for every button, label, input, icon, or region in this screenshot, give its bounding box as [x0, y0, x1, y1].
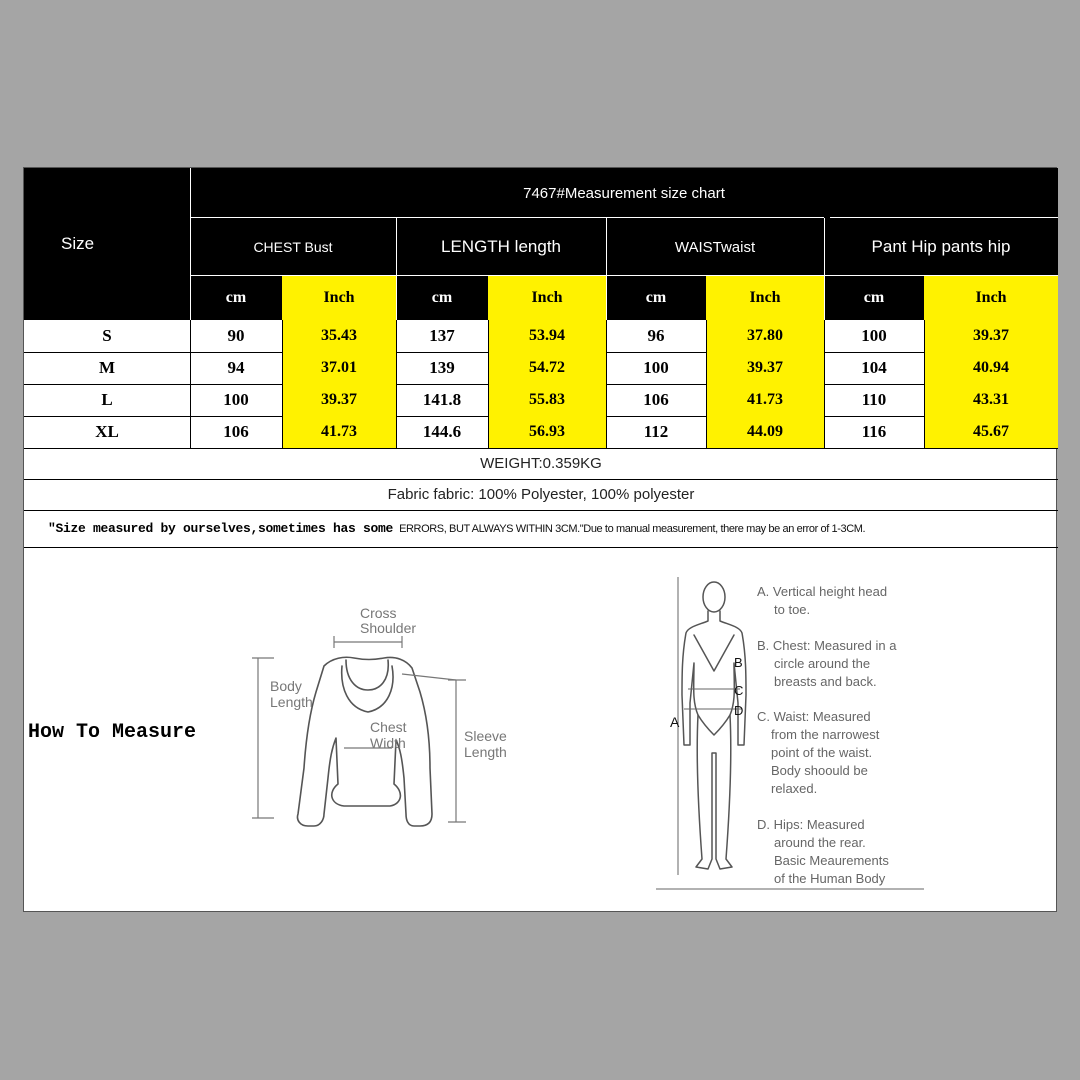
table-cell: 39.37 — [706, 352, 824, 384]
table-cell: 144.6 — [422, 422, 462, 441]
label-sleeve-length-1: Sleeve — [464, 728, 507, 744]
label-cross-shoulder-1: Cross — [360, 608, 397, 621]
figure-letter-b: B — [734, 655, 743, 670]
table-cell: 104 — [861, 358, 887, 377]
how-to-measure-label: How To Measure — [28, 721, 197, 744]
size-label: S — [102, 326, 112, 345]
table-cell: 54.72 — [488, 352, 606, 384]
chart-title: 7467#Measurement size chart — [190, 168, 1058, 218]
column-header-length: LENGTH length — [396, 218, 606, 276]
table-cell: 39.37 — [924, 320, 1058, 352]
garment-outline — [297, 657, 432, 826]
table-cell: 56.93 — [488, 416, 606, 448]
table-cell: 94 — [227, 358, 245, 377]
table-cell: 41.73 — [282, 416, 396, 448]
column-header-chest: CHEST Bust — [190, 218, 396, 276]
table-cell: 43.31 — [924, 384, 1058, 416]
size-label: L — [101, 390, 113, 409]
table-cell: 45.67 — [924, 416, 1058, 448]
figure-letter-c: C — [734, 683, 744, 698]
size-label: M — [98, 358, 116, 377]
figure-head — [703, 582, 725, 612]
unit-chest-inch: Inch — [282, 276, 396, 320]
table-cell: 110 — [861, 390, 887, 409]
table-cell: 37.01 — [282, 352, 396, 384]
table-cell: 137 — [429, 326, 455, 345]
note-a: A. Vertical height head to toe. — [757, 584, 888, 617]
size-header-cell: Size — [24, 168, 190, 320]
label-chest-width-2: Width — [370, 735, 406, 751]
table-cell: 40.94 — [924, 352, 1058, 384]
measurement-note — [24, 510, 1058, 547]
unit-hip-inch: Inch — [924, 276, 1058, 320]
table-cell: 96 — [647, 326, 665, 345]
unit-chest-cm: cm — [190, 276, 282, 320]
label-body-length-2: Length — [270, 694, 313, 710]
table-cell: 112 — [643, 422, 669, 441]
label-body-length-1: Body — [270, 678, 302, 694]
table-cell: 55.83 — [488, 384, 606, 416]
unit-waist-inch: Inch — [706, 276, 824, 320]
table-cell: 44.09 — [706, 416, 824, 448]
size-label: XL — [95, 422, 119, 441]
note-part-1: "Size measured by ourselves,sometimes has some — [48, 521, 394, 536]
table-cell: 100 — [861, 326, 887, 345]
weight-text: WEIGHT:0.359KG — [480, 455, 602, 472]
table-cell: 100 — [223, 390, 249, 409]
table-cell: 141.8 — [422, 390, 462, 409]
garment-collar — [346, 660, 388, 690]
table-cell: 53.94 — [488, 320, 606, 352]
note-c: C. Waist: Measured from the narrowest point of the waist. Body shoould be relaxed. — [757, 709, 880, 796]
unit-waist-cm: cm — [606, 276, 706, 320]
size-chart-sheet — [23, 167, 1057, 912]
table-cell: 116 — [861, 422, 887, 441]
fabric-text: Fabric fabric: 100% Polyester, 100% polyester — [387, 486, 695, 503]
note-part-2: ERRORS, BUT ALWAYS WITHIN 3CM."Due to manual measurement, there may be an error of 1-3CM. — [399, 522, 866, 535]
table-cell: 90 — [227, 326, 245, 345]
label-cross-shoulder-2: Shoulder — [360, 620, 417, 636]
table-cell: 37.80 — [706, 320, 824, 352]
note-b: B. Chest: Measured in a circle around the breasts and back. — [757, 638, 897, 689]
unit-length-cm: cm — [396, 276, 488, 320]
unit-length-inch: Inch — [488, 276, 606, 320]
figure-letter-a: A — [670, 714, 680, 730]
table-cell: 100 — [643, 358, 669, 377]
column-header-hip: Pant Hip pants hip — [824, 218, 1058, 276]
table-cell: 139 — [429, 358, 455, 377]
table-cell: 39.37 — [282, 384, 396, 416]
table-cell: 41.73 — [706, 384, 824, 416]
table-cell: 106 — [643, 390, 669, 409]
label-sleeve-length-2: Length — [464, 744, 507, 760]
unit-hip-cm: cm — [824, 276, 924, 320]
note-d: D. Hips: Measured around the rear. Basic Meaurements of the Human Body — [757, 817, 889, 886]
table-cell: 106 — [223, 422, 249, 441]
table-cell: 35.43 — [282, 320, 396, 352]
column-header-waist: WAISTwaist — [606, 218, 824, 276]
label-chest-width-1: Chest — [370, 719, 407, 735]
garment-diagram — [234, 608, 514, 838]
figure-letter-d: D — [734, 703, 744, 718]
garment-hood — [342, 666, 393, 712]
figure-body — [682, 611, 746, 869]
